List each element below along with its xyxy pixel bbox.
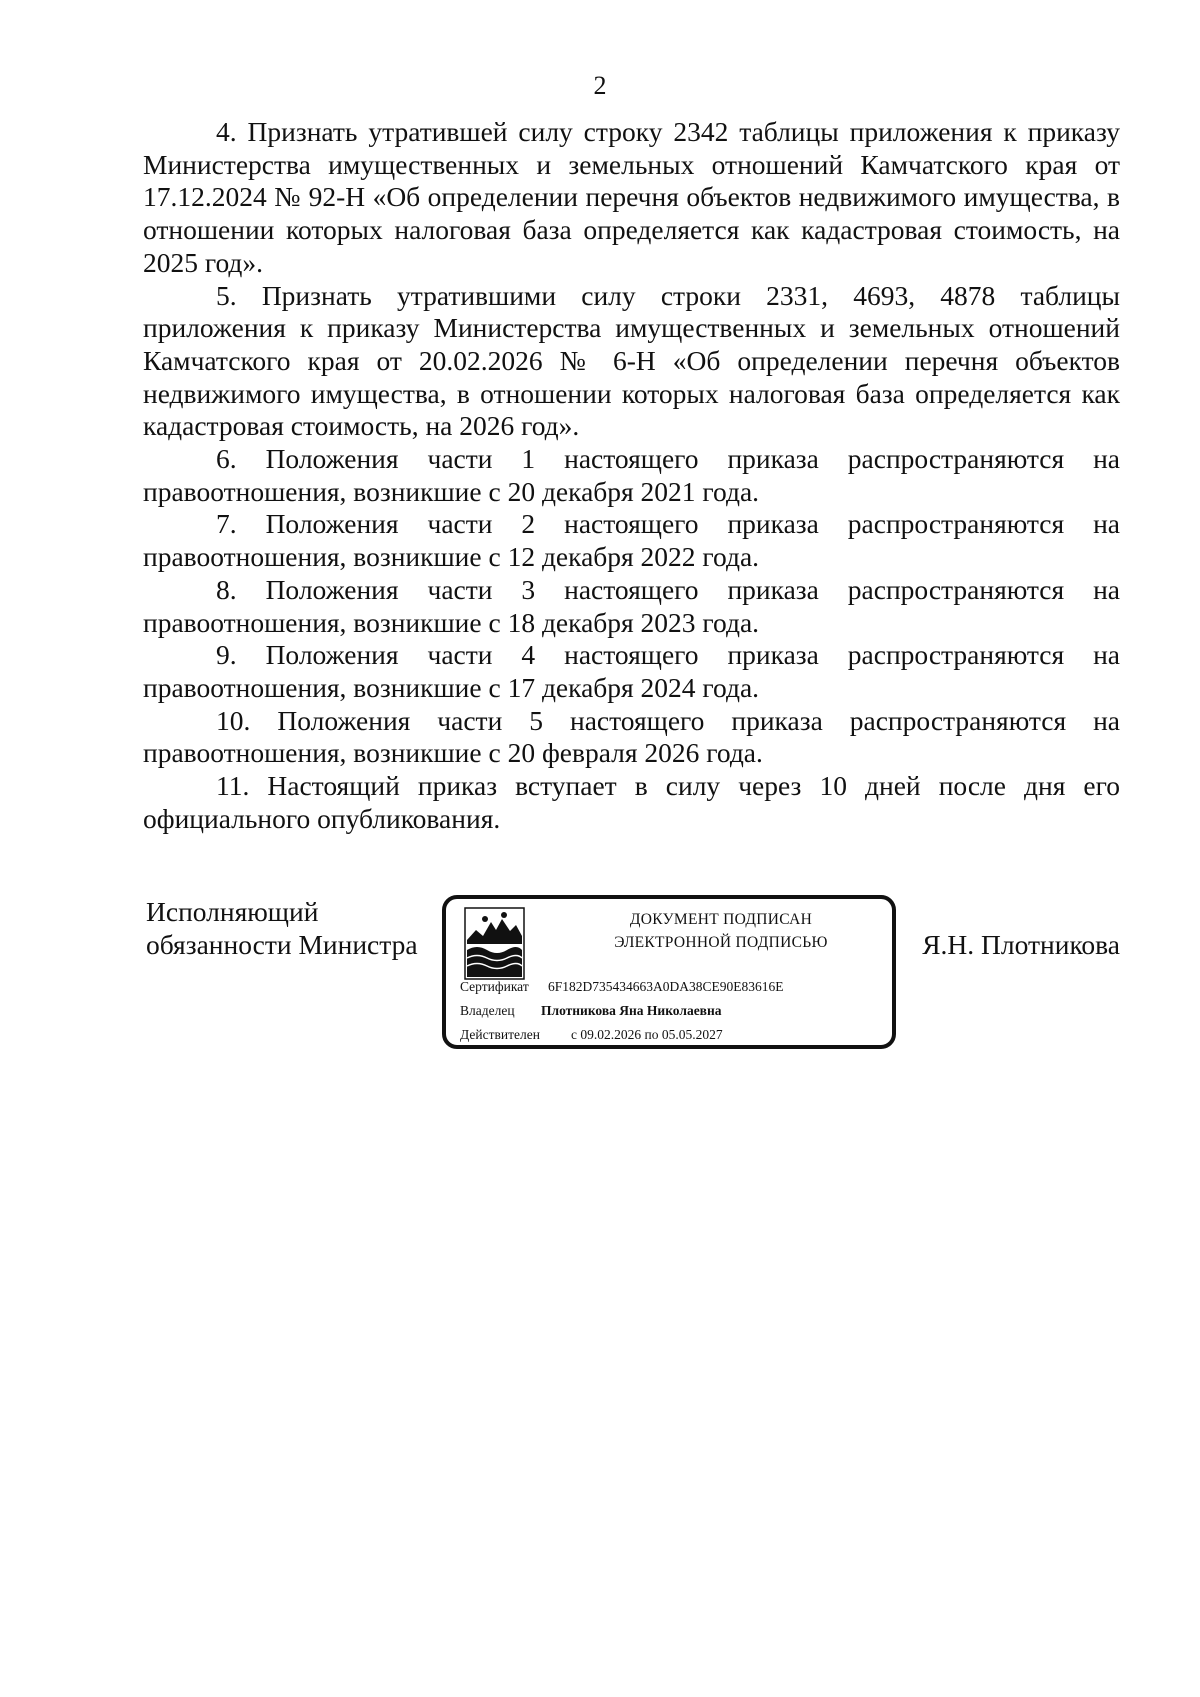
paragraph-11: 11. Настоящий приказ вступает в силу через 10 дней после дня его официального опубликования. (143, 770, 1120, 834)
stamp-owner-row (460, 1001, 722, 1021)
signer-position-line2: обязанности Министра (146, 929, 418, 960)
certificate-label: Сертификат (460, 979, 529, 994)
stamp-title-line1: ДОКУМЕНТ ПОДПИСАН (629, 911, 813, 928)
document-body (143, 116, 1120, 835)
page-number: 2 (593, 71, 607, 100)
paragraph-5: 5. Признать утратившими силу строки 2331, 4693, 4878 таблицы приложения к приказу Министерства имущественных и земельных отношений Камчатского края от 20.02.2026 № 6-Н «Об определении перечня объектов недвижимого имущества, в отношении которых налоговая база определяется как кадастровая стоимость, на 2026 год». (143, 279, 1120, 442)
certificate-value: 6F182D735434663A0DA38CE90E83616E (548, 979, 784, 994)
stamp-certificate-row (460, 977, 784, 997)
electronic-signature-stamp (442, 895, 896, 1049)
paragraph-9: 9. Положения части 4 настоящего приказа распространяются на правоотношения, возникшие с 17 декабря 2024 года. (143, 639, 1120, 703)
signer-position-line1: Исполняющий (146, 896, 319, 927)
stamp-title-line2: ЭЛЕКТРОННОЙ ПОДПИСЬЮ (614, 934, 828, 951)
valid-label: Действителен (460, 1027, 540, 1042)
kamchatka-coat-of-arms-icon (463, 906, 526, 981)
signer-name: Я.Н. Плотникова (922, 929, 1120, 960)
paragraph-8: 8. Положения части 3 настоящего приказа распространяются на правоотношения, возникшие с 18 декабря 2023 года. (143, 573, 1120, 638)
valid-value: с 09.02.2026 по 05.05.2027 (571, 1027, 723, 1042)
stamp-validity-row (460, 1025, 723, 1045)
paragraph-6: 6. Положения части 1 настоящего приказа распространяются на правоотношения, возникшие с 20 декабря 2021 года. (143, 443, 1120, 507)
signature-block (0, 895, 1200, 1055)
owner-value: Плотникова Яна Николаевна (541, 1003, 722, 1018)
owner-label: Владелец (460, 1003, 515, 1018)
signer-position (146, 895, 418, 961)
paragraph-4: 4. Признать утратившей силу строку 2342 таблицы приложения к приказу Министерства имущественных и земельных отношений Камчатского края от 17.12.2024 № 92-Н «Об определении перечня объектов недвижимого имущества, в отношении которых налоговая база определяется как кадастровая стоимость, на 2025 год». (143, 116, 1120, 278)
paragraph-7: 7. Положения части 2 настоящего приказа распространяются на правоотношения, возникшие с 12 декабря 2022 года. (143, 508, 1120, 573)
paragraph-10: 10. Положения части 5 настоящего приказа распространяются на правоотношения, возникшие с 20 февраля 2026 года. (143, 704, 1120, 769)
